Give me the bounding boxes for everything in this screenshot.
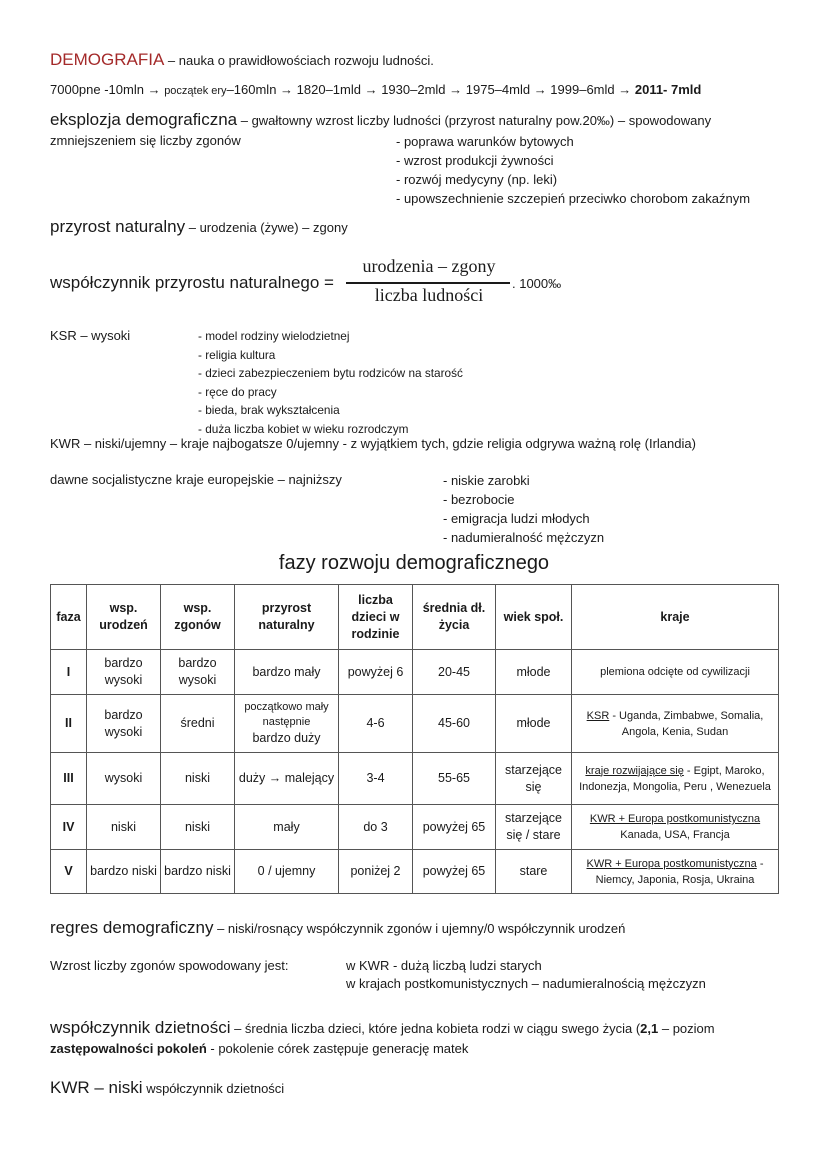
table-row: III wysoki niski duży → malejący 3-4 55-65 starzejące się kraje rozwijające się - Egipt, Maroko, Indonezja, Mongolia, Peru , Wenezuela bbox=[51, 753, 779, 805]
ksr-reasons bbox=[198, 327, 463, 438]
table-title: fazy rozwoju demograficznego bbox=[278, 552, 550, 574]
formula-label: współczynnik przyrostu naturalnego = bbox=[50, 273, 334, 292]
population-timeline: 7000pne -10mln → początek ery–160mln → 1820–1mld → 1930–2mld → 1975–4mld → 1999–6mld → 2011- 7mld bbox=[50, 82, 702, 97]
dzietnosc-continuation: zastępowalności pokoleń - pokolenie córek zastępuje generację matek bbox=[50, 1041, 469, 1056]
list-item: - dzieci zabezpieczeniem bytu rodziców na starość bbox=[198, 366, 463, 380]
list-item: - nadumieralność mężczyzn bbox=[443, 530, 605, 545]
table-row: IV niski niski mały do 3 powyżej 65 starzejące się / stare KWR + Europa postkomunistyczna Kanada, USA, Francja bbox=[51, 805, 779, 850]
eksplozja-continuation: zmniejszeniem się liczby zgonów bbox=[50, 133, 241, 148]
table-row: II bardzo wysoki średni początkowo mały następnie bardzo duży 4-6 45-60 młode KSR - Uganda, Zimbabwe, Somalia, Angola, Kenia, Sudan bbox=[51, 695, 779, 753]
col-header: wsp. urodzeń bbox=[87, 585, 161, 650]
list-item: - niskie zarobki bbox=[443, 473, 530, 488]
zgony-line-1: w KWR - dużą liczbą ludzi starych bbox=[346, 958, 542, 973]
zgony-label: Wzrost liczby zgonów spowodowany jest: bbox=[50, 958, 289, 973]
dzietnosc-definition: współczynnik dzietności – średnia liczba dzieci, które jedna kobieta rodzi w ciągu swego życia (2,1 – poziom bbox=[50, 1018, 715, 1037]
list-item: - bezrobocie bbox=[443, 492, 515, 507]
list-item: - ręce do pracy bbox=[198, 384, 277, 399]
formula-denominator: liczba ludności bbox=[374, 285, 484, 305]
przyrost-definition: przyrost naturalny – urodzenia (żywe) – zgony bbox=[50, 217, 348, 236]
eksplozja-definition: eksplozja demograficzna – gwałtowny wzrost liczby ludności (przyrost naturalny pow.20‰) – spowodowany bbox=[50, 110, 712, 129]
col-header: liczba dzieci w rodzinie bbox=[339, 585, 413, 650]
list-item: - religia kultura bbox=[198, 347, 276, 362]
zgony-line-2: w krajach postkomunistycznych – nadumieralnością mężczyzn bbox=[346, 976, 706, 991]
list-item: - poprawa warunków bytowych bbox=[396, 134, 574, 149]
socialist-label: dawne socjalistyczne kraje europejskie – najniższy bbox=[50, 472, 342, 487]
formula-multiplier: . 1000‰ bbox=[512, 276, 562, 291]
dzietnosc-term: współczynnik dzietności bbox=[50, 1018, 231, 1037]
list-item: - wzrost produkcji żywności bbox=[396, 153, 554, 168]
col-header: kraje bbox=[572, 585, 779, 650]
demografia-term: DEMOGRAFIA bbox=[50, 50, 165, 69]
list-item: - rozwój medycyny (np. leki) bbox=[396, 172, 558, 187]
eksplozja-term: eksplozja demograficzna bbox=[50, 110, 238, 129]
table-header-row bbox=[51, 585, 779, 650]
regres-term: regres demograficzny bbox=[50, 918, 214, 937]
ksr-label: KSR – wysoki bbox=[50, 328, 131, 343]
col-header: przyrost naturalny bbox=[235, 585, 339, 650]
eksplozja-causes bbox=[396, 132, 750, 208]
fraction-bar bbox=[346, 282, 510, 284]
list-item: - emigracja ludzi młodych bbox=[443, 511, 590, 526]
col-header: średnia dł. życia bbox=[413, 585, 496, 650]
list-item: - duża liczba kobiet w wieku rozrodczym bbox=[198, 421, 409, 436]
demografia-definition: DEMOGRAFIA – nauka o prawidłowościach rozwoju ludności. bbox=[50, 50, 434, 69]
kwr-dzietnosc: KWR – niski współczynnik dzietności bbox=[50, 1078, 285, 1097]
col-header: wiek społ. bbox=[496, 585, 572, 650]
formula-numerator: urodzenia – zgony bbox=[362, 256, 496, 276]
regres-definition: regres demograficzny – niski/rosnący współczynnik zgonów i ujemny/0 współczynnik urodzeń bbox=[50, 918, 626, 937]
list-item: - model rodziny wielodzietnej bbox=[198, 329, 350, 343]
przyrost-term: przyrost naturalny bbox=[50, 217, 186, 236]
table-row: V bardzo niski bardzo niski 0 / ujemny poniżej 2 powyżej 65 stare KWR + Europa postkomunistyczna - Niemcy, Japonia, Rosja, Ukraina bbox=[51, 850, 779, 894]
socialist-reasons bbox=[443, 471, 604, 547]
phases-table bbox=[50, 584, 779, 894]
list-item: - upowszechnienie szczepień przeciwko chorobom zakaźnym bbox=[396, 191, 751, 206]
kwr-text: KWR – niski/ujemny – kraje najbogatsze 0/ujemny - z wyjątkiem tych, gdzie religia odgrywa ważną rolę (Irlandia) bbox=[50, 436, 696, 451]
col-header: wsp. zgonów bbox=[161, 585, 235, 650]
table-row: I bardzo wysoki bardzo wysoki bardzo mały powyżej 6 20-45 młode plemiona odcięte od cywilizacji bbox=[51, 650, 779, 695]
list-item: - bieda, brak wykształcenia bbox=[198, 403, 340, 417]
col-header: faza bbox=[51, 585, 87, 650]
